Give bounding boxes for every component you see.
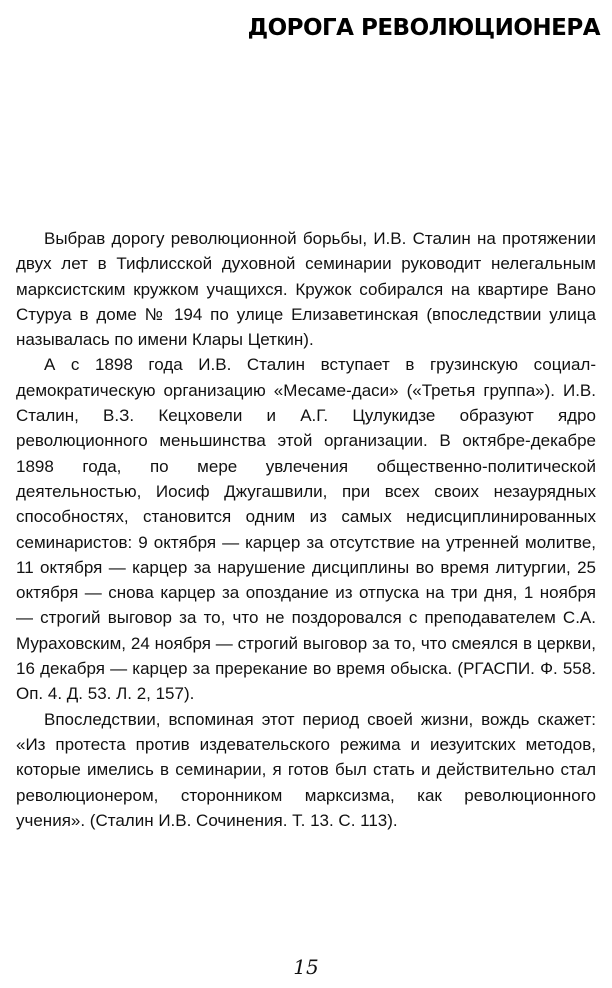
paragraph-3: Впоследствии, вспоминая этот период своей жизни, вождь скажет: «Из протеста против издевательского режима и иезуитских методов, которые имелись в семинарии, я готов был стать и действительно стал революционером, сторонником марксизма, как революционного учения». (Сталин И.В. Сочинения. Т. 13. С. 113).	[16, 709, 596, 830]
body-text	[16, 226, 596, 833]
chapter-title: ДОРОГА РЕВОЛЮЦИОНЕРА	[247, 15, 600, 41]
page-number: 15	[293, 955, 319, 979]
paragraph-2: А с 1898 года И.В. Сталин вступает в грузинскую социал-демократическую организацию «Месаме-даси» («Третья группа»). И.В. Сталин, В.З. Кецховели и А.Г. Цулукидзе образуют ядро революционного меньшинства этой организации. В октябре-декабре 1898 года, по мере увлечения общественно-политической деятельностью, Иосиф Джугашвили, при всех своих незаурядных способностях, становится одним из самых недисциплинированных семинаристов: 9 октября — карцер за отсутствие на утренней молитве, 11 октября — карцер за нарушение дисциплины во время литургии, 25 октября — снова карцер за опоздание из отпуска на три дня, 1 ноября — строгий выговор за то, что не поздоровался с преподавателем С.А. Мураховским, 24 ноября — строгий выговор за то, что смеялся в церкви, 16 декабря — карцер за пререкание во время обыска. (РГАСПИ. Ф. 558. Оп. 4. Д. 53. Л. 2, 157).	[16, 355, 596, 704]
paragraph-1: Выбрав дорогу революционной борьбы, И.В. Сталин на протяжении двух лет в Тифлисской духовной семинарии руководит нелегальным марксистским кружком учащихся. Кружок собирался на квартире Вано Стуруа в доме № 194 по улице Елизаветинская (впоследствии улица называлась по имени Клары Цеткин).	[16, 229, 596, 350]
